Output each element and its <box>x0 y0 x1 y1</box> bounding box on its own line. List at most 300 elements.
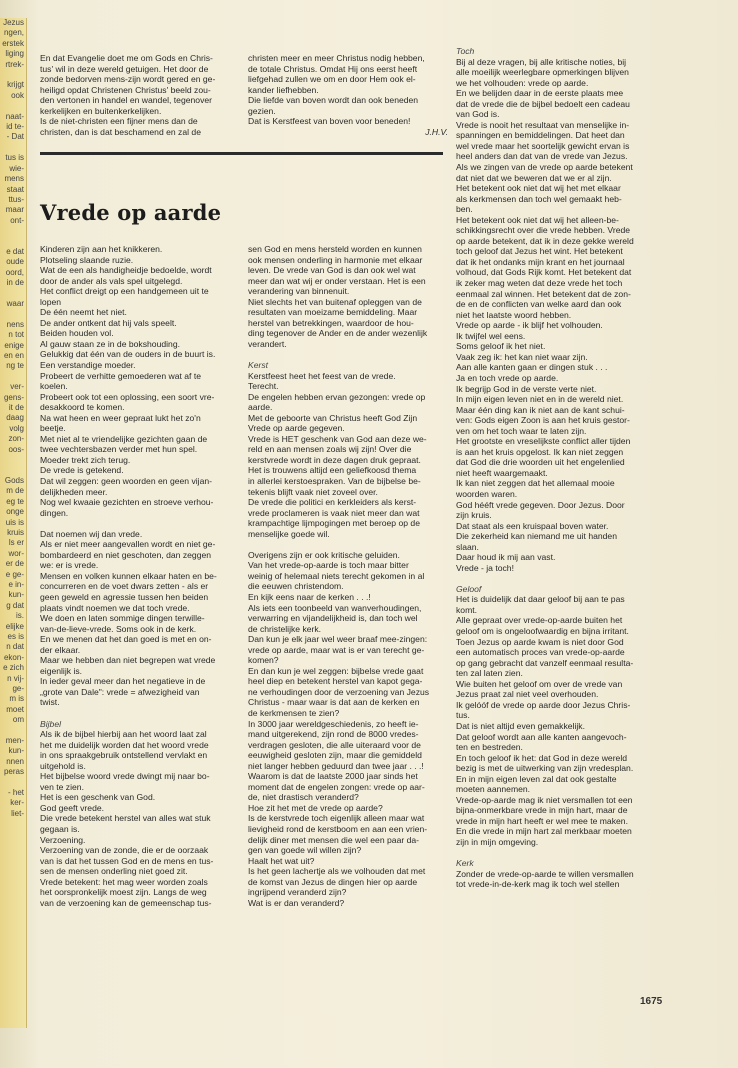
text-line: Vaak zeg ik: het kan niet waar zijn. <box>456 351 588 362</box>
text-line: de, niet drastisch veranderd? <box>248 792 359 803</box>
margin-fragment: Gods <box>4 475 24 485</box>
text-line: van God is. <box>456 109 500 120</box>
text-line: Vrede - ja toch! <box>456 562 514 573</box>
text-line: de komst van Jezus de dingen hier op aarde <box>248 876 418 887</box>
text-line: verdragen gesloten, die alle uiteraard voor de <box>248 739 421 750</box>
text-line: In 3000 jaar wereldgeschiedenis, zo heeft ie- <box>248 718 419 729</box>
intro-column-left <box>40 53 240 137</box>
text-line: Vrede is HET geschenk van God aan deze we- <box>248 433 427 444</box>
text-line: sen de mensen onderling niet goed zit. <box>40 866 188 877</box>
text-line: En we belijden daar in de eerste plaats mee <box>456 88 624 99</box>
text-line: Is de kerstvrede toch eigenlijk alleen maar wat <box>248 813 425 824</box>
margin-fragment <box>0 778 26 788</box>
margin-fragment: m de <box>6 486 24 496</box>
article-column-2 <box>248 244 448 908</box>
paragraph-gap <box>456 573 686 584</box>
text-line: die eeuwen christendom. <box>248 581 344 592</box>
text-line: reld en aan mensen zoals wij zijn! Over die <box>248 444 412 455</box>
text-line: dingen. <box>40 507 69 518</box>
margin-fragment: it de <box>8 403 24 413</box>
text-line: we: er is vrede. <box>40 560 99 571</box>
text-line: Het betekent ook niet dat wij het met elkaar <box>456 183 621 194</box>
text-line: de totale Christus. Omdat Hij ons eerst heeft <box>248 63 418 74</box>
text-line: beetje. <box>40 423 66 434</box>
text-line: Probeert ook tot een oplossing, een soort vre- <box>40 391 215 402</box>
text-line: Kerstfeest heet het feest van de vrede. <box>248 370 396 381</box>
text-line: In ieder geval meer dan het negatieve in de <box>40 676 206 687</box>
text-line: Christus - maar waar is dat aan de kerken en <box>248 697 420 708</box>
text-line: lopen <box>40 296 62 307</box>
text-line: mand uitgerekend, zijn rond de 8000 vredes- <box>248 729 419 740</box>
text-line: En dan kun je wel zeggen: bijbelse vrede gaat <box>248 665 424 676</box>
text-line: christen, dan is dat beschamend en zal de <box>40 126 201 137</box>
text-line: Bij al deze vragen, bij alle kritische noties, bij <box>456 56 627 67</box>
text-line: Ik kan niet zeggen dat het allemaal mooie <box>456 478 615 489</box>
text-line: We doen en laten sommige dingen terwille- <box>40 613 205 624</box>
text-line: herstel van betrekkingen, waardoor de hou- <box>248 317 414 328</box>
margin-fragment: liet- <box>11 808 24 818</box>
margin-fragment: enige <box>4 340 24 350</box>
text-line: ingrijpend veranderd zijn? <box>248 887 347 898</box>
text-line: eeuwigheid gesloten zijn, maar die gemiddeld <box>248 750 422 761</box>
text-line: Waarom is dat de laatste 2000 jaar sinds het <box>248 771 418 782</box>
text-line: van is dat het tussen God en de mens en tus- <box>40 855 214 866</box>
text-line: resultaten van moeizame bemiddeling. Maar <box>248 307 418 318</box>
article-column-3 <box>456 46 686 890</box>
text-line: vrede proclameren is vaak niet meer dan wat <box>248 507 420 518</box>
text-line: En we menen dat het dan goed is met en on- <box>40 634 212 645</box>
text-line: krampachtige lijmpogingen met beroep op de <box>248 518 420 529</box>
text-line: Haalt het wat uit? <box>248 855 315 866</box>
text-line: bombardeerd en niet geschoten, dan zeggen <box>40 549 212 560</box>
text-line: Ik gelóóf de vrede op aarde door Jezus Chris- <box>456 699 631 710</box>
text-line: we het volhouden: vrede op aarde. <box>456 77 589 88</box>
text-line: delijk diner met mensen die wel een paar da- <box>248 834 420 845</box>
text-line: meer dan wat wij er onder verstaan. Het is een <box>248 275 426 286</box>
margin-fragment: - Dat <box>6 132 24 142</box>
text-line: ben. <box>456 204 473 215</box>
text-line: Het conflict dreigt op een handgemeen uit te <box>40 286 209 297</box>
text-line: schikkingsrecht over die vrede hebben. Vrede <box>456 225 631 236</box>
text-line: „grote van Dale": vrede = afwezigheid van <box>40 686 200 697</box>
adjacent-page-edge <box>0 18 27 1028</box>
margin-fragment <box>0 455 26 465</box>
text-line: niet langer hebben geduurd dan twee jaar . . .! <box>248 760 424 771</box>
text-line: tekenis blijft vaak niet zoveel over. <box>248 486 378 497</box>
text-line: En toch geloof ik het: dat God in deze wereld <box>456 752 628 763</box>
text-line: Dat is Kerstfeest van boven voor beneden! <box>248 116 411 127</box>
text-line: Wat de een als handigheidje bedoelde, wordt <box>40 265 212 276</box>
text-line: christen meer en meer Christus nodig hebben, <box>248 53 425 63</box>
text-line: zijn kruis. <box>456 510 492 521</box>
margin-fragment: n dat <box>6 642 24 652</box>
margin-fragment: e zich <box>3 663 24 673</box>
margin-fragment: onge <box>6 507 24 517</box>
text-line: in allerlei kerstoespraken. Van de bijbelse be- <box>248 475 421 486</box>
margin-fragment: krijgt <box>7 80 24 90</box>
text-line: als kerkmensen dan toch wel gemaakt heb- <box>456 193 622 204</box>
text-line: Vrede-op-aarde mag ik niet versmallen tot een <box>456 794 633 805</box>
text-line: Die vrede betekent herstel van alles wat stuk <box>40 813 211 824</box>
text-line: In mijn eigen leven niet en in de wereld niet. <box>456 394 624 405</box>
text-line: tot vrede-in-de-kerk mag ik toch wel stellen <box>456 879 620 890</box>
margin-fragment: en en <box>3 351 24 360</box>
text-line: gegaan is. <box>40 823 80 834</box>
margin-fragment: naat- <box>5 111 24 121</box>
margin-fragment: liging <box>5 49 24 59</box>
text-line: gen van goede wil willen zijn? <box>248 845 362 856</box>
text-line: door de ander als vals spel uitgelegd. <box>40 275 183 286</box>
text-line: den vertonen in handel en wandel, tegenover <box>40 95 213 106</box>
text-line: God hééft vrede gegeven. Door Jezus. Door <box>456 499 625 510</box>
margin-fragment: oos- <box>8 444 24 454</box>
author-signature: J.H.V. <box>425 127 448 137</box>
margin-fragment: ekon- <box>3 652 24 662</box>
text-line: Ja en toch vrede op aarde. <box>456 372 559 383</box>
text-line: bezig is met de uitwerking van zijn vredesplan. <box>456 763 634 774</box>
text-line: Als er niet meer aangevallen wordt en niet ge- <box>40 539 216 550</box>
margin-fragment: moet <box>6 704 24 714</box>
text-line: Toen Jezus op aarde kwam is niet door God <box>456 636 624 647</box>
text-line: Maar één ding kan ik niet aan de kant schui- <box>456 404 625 415</box>
text-line: leven. De vrede van God is dan ook wel wat <box>248 265 416 276</box>
text-line: Als ik de bijbel hierbij aan het woord laat zal <box>40 729 207 740</box>
text-line: Vrede betekent: het mag weer worden zoals <box>40 876 208 887</box>
text-line: komt. <box>456 604 478 615</box>
text-line: Terecht. <box>248 381 279 392</box>
margin-fragment: ls er <box>8 538 24 548</box>
paragraph-gap <box>248 539 448 550</box>
margin-fragment: ook <box>11 90 24 100</box>
text-line: Het is een geschenk van God. <box>40 792 156 803</box>
margin-fragment: peras <box>3 767 24 777</box>
text-line: Dat is niet altijd even gemakkelijk. <box>456 720 585 731</box>
margin-fragment: id te- <box>6 122 24 132</box>
margin-fragment <box>0 309 26 319</box>
text-line: liefgehad zullen we om en door Hem ook el- <box>248 74 416 85</box>
text-line: de kerkmensen te zien? <box>248 707 340 718</box>
margin-fragment: waar <box>6 298 24 308</box>
margin-fragment: rtrek- <box>5 59 24 69</box>
section-heading: Kerst <box>248 359 269 370</box>
text-line: Het grootste en vreselijkste conflict aller tijden <box>456 436 631 447</box>
text-line: verwarring en vijandelijkheid is, dan toch wel <box>248 613 418 624</box>
margin-fragment <box>0 143 26 153</box>
text-line: eenmaal zal winnen. Het betekent dat de zon- <box>456 288 631 299</box>
margin-fragment: om <box>12 715 24 725</box>
margin-fragment: ker- <box>10 798 24 808</box>
margin-fragment <box>0 726 26 736</box>
text-line: weinig of helemaal niets terecht gekomen in al <box>248 570 425 581</box>
text-line: ook mensen onderling in harmonie met elkaar <box>248 254 423 265</box>
text-line: Vrede op aarde - ik blijf het volhouden. <box>456 320 603 331</box>
text-line: En kijk eens naar de kerken . . .! <box>248 591 371 602</box>
text-line: Overigens zijn er ook kritische geluiden. <box>248 549 400 560</box>
text-line: delijkheden meer. <box>40 486 108 497</box>
margin-fragment: er de <box>5 559 24 569</box>
margin-fragment: wor- <box>8 548 24 558</box>
paragraph-gap <box>248 349 448 360</box>
margin-fragment <box>0 101 26 111</box>
text-line: eigenlijk is. <box>40 665 83 676</box>
margin-fragment <box>0 237 26 247</box>
margin-fragment: ge- <box>12 684 24 693</box>
text-line: Vrede is nooit het resultaat van menselijke in- <box>456 119 630 130</box>
margin-fragment: Jezus <box>3 18 24 27</box>
text-line: Hoe zit het met de vrede op aarde? <box>248 802 383 813</box>
text-line: sen God en mens hersteld worden en kunnen <box>248 244 422 254</box>
text-line: ik zeker mag weten dat deze vrede het toch <box>456 278 623 289</box>
text-line: vrede in mijn hart heeft er wel mee te maken. <box>456 815 628 826</box>
text-line: Niet slechts het van buitenaf opleggen van de <box>248 296 422 307</box>
text-line: Probeert de verhitte gemoederen wat af te <box>40 370 201 381</box>
margin-fragment: eg te <box>6 496 24 506</box>
text-line: bijna-onmerkbare vrede in mijn hart, maar de <box>456 805 628 816</box>
text-line: Dat geloof wordt aan alle kanten aangevoch- <box>456 731 627 742</box>
text-line: alle moeilijk weerlegbare opmerkingen blijven <box>456 67 629 78</box>
text-line: plaats vindt noemen we dat toch vrede. <box>40 602 190 613</box>
text-line: Beiden houden vol. <box>40 328 114 339</box>
text-line: van de verzoening kan de gemeenschap tus- <box>40 897 212 908</box>
text-line: Een verstandige moeder. <box>40 360 136 371</box>
paragraph-gap <box>40 518 240 529</box>
text-line: in ons spraakgebruik ontstellend vervlakt en <box>40 750 208 761</box>
text-line: Dat noemen wij dan vrede. <box>40 528 143 539</box>
text-line: Ik twijfel wel eens. <box>456 330 526 341</box>
text-line: zijn in mijn omgeving. <box>456 836 539 847</box>
text-line: Als we zingen van de vrede op aarde betekent <box>456 162 633 173</box>
text-line: Dat staat als een kruispaal boven water. <box>456 520 609 531</box>
paragraph-gap <box>456 848 686 859</box>
margin-fragment <box>0 289 26 299</box>
text-line: dat ik het ondanks mijn krant en het journaal <box>456 256 625 267</box>
margin-fragment: maar <box>5 205 24 215</box>
text-line: Nog wel kwaaie gezichten en stroeve verhou- <box>40 497 214 508</box>
text-line: ten zal laten zien. <box>456 668 523 679</box>
text-line: niet het laatste woord hebben. <box>456 309 572 320</box>
text-line: Met de geboorte van Christus heeft God Zijn <box>248 412 418 423</box>
page-number: 1675 <box>640 996 663 1007</box>
text-line: Mensen en volken kunnen elkaar haten en be- <box>40 570 217 581</box>
text-line: Zonder de vrede-op-aarde te willen versmallen <box>456 868 634 879</box>
text-line: heiligd opdat Christenen Christus' beeld zou- <box>40 84 211 95</box>
text-line: lievigheid rond de kerstboom en aan een vrien- <box>248 823 428 834</box>
text-line: de en de conflicten van welke aard dan ook <box>456 299 622 310</box>
text-line: verandert. <box>248 338 287 349</box>
text-line: zonde bedorven mens-zijn wordt gered en ge- <box>40 74 216 85</box>
text-line: dat de vrede die de bijbel bedoelt een cadeau <box>456 98 630 109</box>
margin-fragment <box>0 226 26 236</box>
margin-fragment: tus is <box>5 153 24 163</box>
text-line: het oorspronkelijk moest zijn. Langs de weg <box>40 887 207 898</box>
margin-fragment: ttus- <box>8 194 24 204</box>
text-line: Ik begrijp God in de verste verte niet. <box>456 383 597 394</box>
text-line: En die vrede in mijn hart zal merkbaar moeten <box>456 826 632 837</box>
text-line: Verzoening van de zonde, die er de oorzaak <box>40 845 209 856</box>
text-line: moeten aannemen. <box>456 784 531 795</box>
paragraph-gap <box>40 708 240 719</box>
text-line: Kinderen zijn aan het knikkeren. <box>40 244 163 254</box>
margin-fragment: ver- <box>10 382 24 392</box>
text-line: volhoud, dat Gods Rijk komt. Het betekent dat <box>456 267 632 278</box>
text-line: twist. <box>40 697 60 708</box>
margin-fragment: nnen <box>6 756 24 766</box>
text-line: vrede op aarde, maar wat is er van terecht ge- <box>248 644 425 655</box>
text-line: kander liefhebben. <box>248 84 319 95</box>
text-line: gezien. <box>248 105 276 116</box>
text-line: ten en bestreden. <box>456 742 523 753</box>
text-line: De vrede is getekend. <box>40 465 124 476</box>
text-line: heel diep en betekent herstel van kapot gega- <box>248 676 423 687</box>
margin-fragment: kun- <box>8 746 24 756</box>
text-line: geloof om is ongeloofwaardig en bijna irritant. <box>456 626 629 637</box>
margin-fragment: kruis <box>7 527 24 537</box>
text-line: Jezus praat zal niet veel overhouden. <box>456 689 599 700</box>
section-heading: Geloof <box>456 583 482 594</box>
text-line: tus. <box>456 710 470 721</box>
text-line: Soms geloof ik het niet. <box>456 341 546 352</box>
text-line: menselijke goede wil. <box>248 528 330 539</box>
text-line: ven om het toch waar te laten zijn. <box>456 425 587 436</box>
text-line: Als iets een toonbeeld van wanverhoudingen, <box>248 602 422 613</box>
text-line: verandering van binnenuit. <box>248 286 350 297</box>
text-line: Alle gepraat over vrede-op-aarde buiten het <box>456 615 623 626</box>
text-line: Het is trouwens altijd een geliefkoosd thema <box>248 465 417 476</box>
text-line: uitgehold is. <box>40 760 86 771</box>
section-divider <box>40 152 443 155</box>
margin-fragment: - het <box>7 788 24 798</box>
text-line: Die liefde van boven wordt dan ook beneden <box>248 95 419 106</box>
text-line: Het bijbelse woord vrede dwingt mij naar bo- <box>40 771 210 782</box>
text-line: ding tegenover de Ander en de ander wezenlijk <box>248 328 428 339</box>
text-line: slaan. <box>456 541 479 552</box>
margin-fragment: g dat <box>6 600 24 610</box>
text-line: kerstvrede wordt in deze dagen druk gepraat. <box>248 454 421 465</box>
text-line: Van het vrede-op-aarde is toch maar bitter <box>248 560 409 571</box>
margin-fragment: zon- <box>8 434 24 444</box>
text-line: Het is duidelijk dat daar geloof bij aan te pas <box>456 594 625 605</box>
text-line: toch geloof dat Jezus het wint. Het betekent <box>456 246 623 257</box>
text-line: Gelukkig dat één van de ouders in de buurt is. <box>40 349 216 360</box>
margin-fragment: wie- <box>9 163 24 173</box>
text-line: een automatisch proces van vrede-op-aarde <box>456 647 625 658</box>
margin-fragment: uis is <box>5 517 24 527</box>
text-line: Dat wil zeggen: geen woorden en geen vijan- <box>40 476 212 487</box>
text-line: desakkoord te komen. <box>40 402 125 413</box>
margin-fragment: in de <box>6 278 24 288</box>
text-line: Het betekent ook niet dat wij het alleen-be- <box>456 214 619 225</box>
text-line: op aarde betekent, dat ik in deze gekke wereld <box>456 235 634 246</box>
margin-fragment: ngen, <box>3 28 24 38</box>
text-line: De vrede die politici en kerkleiders als kerst- <box>248 497 417 508</box>
margin-fragment: volg <box>9 423 24 433</box>
section-heading: Toch <box>456 46 475 56</box>
text-line: Met niet al te vriendelijke gezichten gaan de <box>40 433 208 444</box>
margin-fragment: e in- <box>8 579 24 589</box>
text-line: De één neemt het niet. <box>40 307 127 318</box>
text-line: God geeft vrede. <box>40 802 105 813</box>
margin-fragment: oord, <box>5 267 24 277</box>
text-line: tus' wil in deze wereld getuigen. Het door de <box>40 63 209 74</box>
margin-fragment: n tot <box>8 330 24 340</box>
text-line: komen? <box>248 655 279 666</box>
margin-fragment: e dat <box>6 246 24 256</box>
margin-fragment: elijke <box>5 621 24 631</box>
text-line: van-de-lieve-vrede. Soms ook in de kerk. <box>40 623 197 634</box>
text-line: Aan alle kanten gaan er dingen stuk . . . <box>456 362 608 373</box>
text-line: woorden waren. <box>456 488 518 499</box>
margin-fragment: staat <box>6 184 24 194</box>
margin-fragment: gens- <box>3 392 24 402</box>
text-line: De ander ontkent dat hij vals speelt. <box>40 317 177 328</box>
section-heading: Bijbel <box>40 718 62 729</box>
text-line: de christelijke kerk. <box>248 623 322 634</box>
margin-fragment: is. <box>16 611 24 621</box>
text-line: geen geweld en agressie tussen hen beiden <box>40 592 209 602</box>
text-line: En in mijn eigen leven zal dat ook gestalte <box>456 773 617 784</box>
margin-fragment <box>0 372 26 382</box>
text-line: Wie buiten het geloof om over de vrede van <box>456 678 623 689</box>
margin-fragment <box>0 70 26 80</box>
text-line: aarde. <box>248 402 273 413</box>
margin-fragment: m is <box>9 694 24 704</box>
text-line: moment dat de engelen zongen: vrede op aar- <box>248 781 425 792</box>
text-line: ne verhoudingen door de verzoening van Jezus <box>248 686 430 697</box>
margin-fragment: n vij- <box>7 673 24 683</box>
text-line: Daar houd ik mij aan vast. <box>456 552 556 563</box>
text-line: Is de niet-christen een fijner mens dan de <box>40 116 198 127</box>
margin-fragment: kun- <box>8 590 24 600</box>
margin-fragment: daag <box>6 413 24 423</box>
text-line: het me duidelijk worden dat het woord vrede <box>40 739 209 750</box>
article-column-1 <box>40 244 240 908</box>
text-line: Wat is er dan veranderd? <box>248 897 345 908</box>
margin-fragment: men- <box>5 736 24 746</box>
text-line: koelen. <box>40 381 68 392</box>
text-line: concurreren en de voet dwars zetten - als er <box>40 581 209 592</box>
text-line: Is het geen lachertje als we volhouden dat met <box>248 866 426 877</box>
text-line: Die zekerheid kan niemand me uit handen <box>456 531 617 542</box>
text-line: spanningen en bemiddelingen. Dat heet dan <box>456 130 625 141</box>
text-line: wel vrede maar het soortelijk gewicht ervan is <box>456 140 630 151</box>
margin-fragment: ng te <box>6 361 24 371</box>
text-line: ven: Gods eigen Zoon is aan het kruis gestor- <box>456 415 630 426</box>
text-line: Verzoening. <box>40 834 86 845</box>
margin-fragment: oude <box>6 257 24 267</box>
text-line: En dat Evangelie doet me om Gods en Chris- <box>40 53 213 63</box>
intro-column-middle <box>248 53 448 127</box>
text-line: Al gauw staan ze in de bokshouding. <box>40 338 180 349</box>
text-line: Moeder trekt zich terug. <box>40 454 131 465</box>
text-line: twee vechtersbazen verder met hun spel. <box>40 444 198 455</box>
text-line: heel anders dan dat van de vrede van Jezus. <box>456 151 628 162</box>
margin-fragment: erstek <box>2 38 24 48</box>
margin-fragment: nens <box>6 319 24 329</box>
margin-fragment: ont- <box>10 215 24 225</box>
text-line: kerkelijken en buitenkerkelijken. <box>40 105 162 116</box>
margin-fragment: es is <box>7 631 24 641</box>
text-line: Maar we hebben dan niet begrepen wat vrede <box>40 655 216 666</box>
text-line: Vrede op aarde gegeven. <box>248 423 345 434</box>
text-line: niet heeft waargemaakt. <box>456 467 548 478</box>
text-line: De engelen hebben ervan gezongen: vrede op <box>248 391 426 402</box>
article-title: Vrede op aarde <box>40 200 222 225</box>
margin-fragment: e ge- <box>5 569 24 579</box>
margin-fragment: mens <box>4 174 24 184</box>
text-line: ven te zien. <box>40 781 84 792</box>
margin-fragment <box>0 465 26 475</box>
text-line: dat niet dat we beweren dat we er al zijn. <box>456 172 612 183</box>
